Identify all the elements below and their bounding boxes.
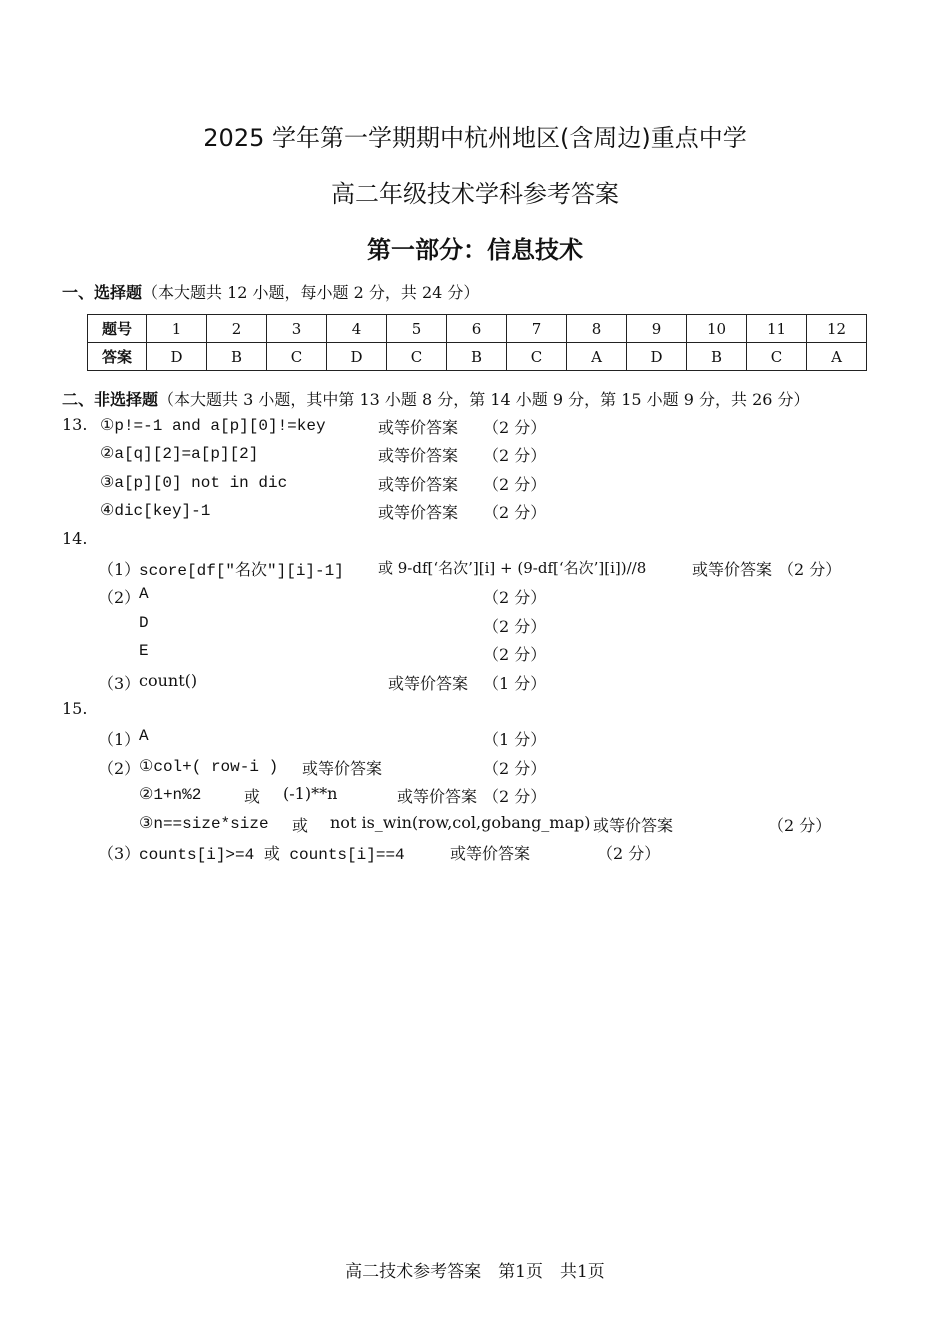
- q15-part2-alt-3: 或等价答案: [593, 816, 674, 835]
- q13-alt-3: 或等价答案: [378, 475, 459, 494]
- answer-cell: D: [327, 343, 387, 371]
- q13-number: 13.: [62, 415, 88, 434]
- q13-alt-4: 或等价答案: [378, 503, 459, 522]
- q14-part2-label: （2）: [98, 588, 141, 607]
- q14-part3-answer: count(): [139, 671, 198, 690]
- q14-part1-alternative: 或 9-df[‘名次’][i] + (9-df[‘名次’][i])//8: [378, 559, 647, 577]
- answer-cell: C: [507, 343, 567, 371]
- choice-answer-table: [87, 314, 867, 371]
- answer-row: [88, 343, 867, 371]
- q14-part1-label: （1）: [98, 560, 141, 579]
- q14-part2-points-a: （2 分）: [483, 588, 547, 607]
- q15-part2-alt-2: 或等价答案: [397, 787, 478, 806]
- q15-part2-label: （2）: [98, 759, 141, 778]
- q15-part2-points-2: （2 分）: [483, 787, 547, 806]
- q15-part3-answer: counts[i]>=4 或 counts[i]==4: [139, 846, 405, 864]
- section2-label: 二、非选择题: [62, 390, 159, 409]
- q13-answer-1: ①p!=-1 and a[p][0]!=key: [100, 417, 326, 435]
- q14-part1-answer: score[df["名次"][i]-1]: [139, 562, 344, 580]
- question-number: 1: [147, 315, 207, 343]
- q14-number: 14.: [62, 529, 88, 548]
- q13-points-3: （2 分）: [483, 475, 547, 494]
- question-number: 4: [327, 315, 387, 343]
- answer-cell: D: [147, 343, 207, 371]
- q15-part2-answer-2b: (-1)**n: [283, 784, 338, 803]
- section1-heading: [62, 280, 479, 303]
- q13-points-2: （2 分）: [483, 446, 547, 465]
- q14-part3-alt: 或等价答案: [388, 674, 469, 693]
- answer-cell: D: [627, 343, 687, 371]
- q15-part3-label: （3）: [98, 844, 141, 863]
- answer-cell: B: [207, 343, 267, 371]
- question-number: 9: [627, 315, 687, 343]
- question-number: 2: [207, 315, 267, 343]
- q13-points-1: （2 分）: [483, 418, 547, 437]
- q13-answer-4: ④dic[key]-1: [100, 502, 211, 520]
- section1-label: 一、选择题: [62, 283, 143, 302]
- q14-part2-points-b: （2 分）: [483, 617, 547, 636]
- part-title: 第一部分：信息技术: [367, 236, 583, 264]
- question-row: [88, 315, 867, 343]
- q15-number: 15.: [62, 699, 88, 718]
- q13-alt-2: 或等价答案: [378, 446, 459, 465]
- q14-part2-answer-b: D: [139, 614, 149, 632]
- q13-alt-1: 或等价答案: [378, 418, 459, 437]
- question-number: 6: [447, 315, 507, 343]
- q15-part1-label: （1）: [98, 730, 141, 749]
- section2-heading: [62, 387, 810, 410]
- section1-note: （本大题共 12 小题，每小题 2 分，共 24 分）: [142, 283, 480, 302]
- answer-cell: C: [747, 343, 807, 371]
- question-number: 7: [507, 315, 567, 343]
- question-row-label: 题号: [88, 315, 147, 343]
- answer-cell: C: [387, 343, 447, 371]
- q15-part3-points: （2 分）: [597, 844, 661, 863]
- page-footer: 高二技术参考答案 第1页 共1页: [345, 1262, 605, 1282]
- q15-part2-alt-1: 或等价答案: [302, 759, 383, 778]
- answer-cell: B: [447, 343, 507, 371]
- answer-row-label: 答案: [88, 343, 147, 371]
- q13-answer-3: ③a[p][0] not in dic: [100, 474, 288, 492]
- q15-part2-answer-1: ①col+( row-i ): [139, 758, 279, 776]
- q15-part2-or-3: 或: [292, 816, 309, 835]
- answer-cell: A: [807, 343, 867, 371]
- q15-part1-answer: A: [139, 727, 149, 745]
- q14-part2-answer-a: A: [139, 585, 149, 603]
- q14-part3-points: （1 分）: [483, 674, 547, 693]
- q15-part2-points-1: （2 分）: [483, 759, 547, 778]
- answer-cell: C: [267, 343, 327, 371]
- q15-part2-answer-2: ②1+n%2: [139, 786, 202, 804]
- exam-title: 2025 学年第一学期期中杭州地区(含周边)重点中学: [203, 124, 747, 152]
- q15-part2-answer-3: ③n==size*size: [139, 815, 269, 833]
- q15-part2-points-3: （2 分）: [768, 816, 832, 835]
- answer-cell: A: [567, 343, 627, 371]
- section2-note: （本大题共 3 小题，其中第 13 小题 8 分，第 14 小题 9 分，第 15 小题 9 分，共 26 分）: [158, 390, 810, 409]
- q14-part1-points: （2 分）: [778, 560, 842, 579]
- question-number: 12: [807, 315, 867, 343]
- question-number: 10: [687, 315, 747, 343]
- question-number: 3: [267, 315, 327, 343]
- answer-cell: B: [687, 343, 747, 371]
- q15-part2-answer-3b: not is_win(row,col,gobang_map): [330, 813, 591, 832]
- q14-part1-alt: 或等价答案: [692, 560, 773, 579]
- q14-part2-answer-c: E: [139, 642, 149, 660]
- question-number: 11: [747, 315, 807, 343]
- question-number: 8: [567, 315, 627, 343]
- q13-points-4: （2 分）: [483, 503, 547, 522]
- q14-part3-label: （3）: [98, 674, 141, 693]
- q15-part2-or-2: 或: [244, 787, 261, 806]
- q14-part2-points-c: （2 分）: [483, 645, 547, 664]
- question-number: 5: [387, 315, 447, 343]
- exam-subtitle: 高二年级技术学科参考答案: [331, 180, 619, 208]
- q13-answer-2: ②a[q][2]=a[p][2]: [100, 445, 259, 463]
- q15-part3-alt: 或等价答案: [450, 844, 531, 863]
- q15-part1-points: （1 分）: [483, 730, 547, 749]
